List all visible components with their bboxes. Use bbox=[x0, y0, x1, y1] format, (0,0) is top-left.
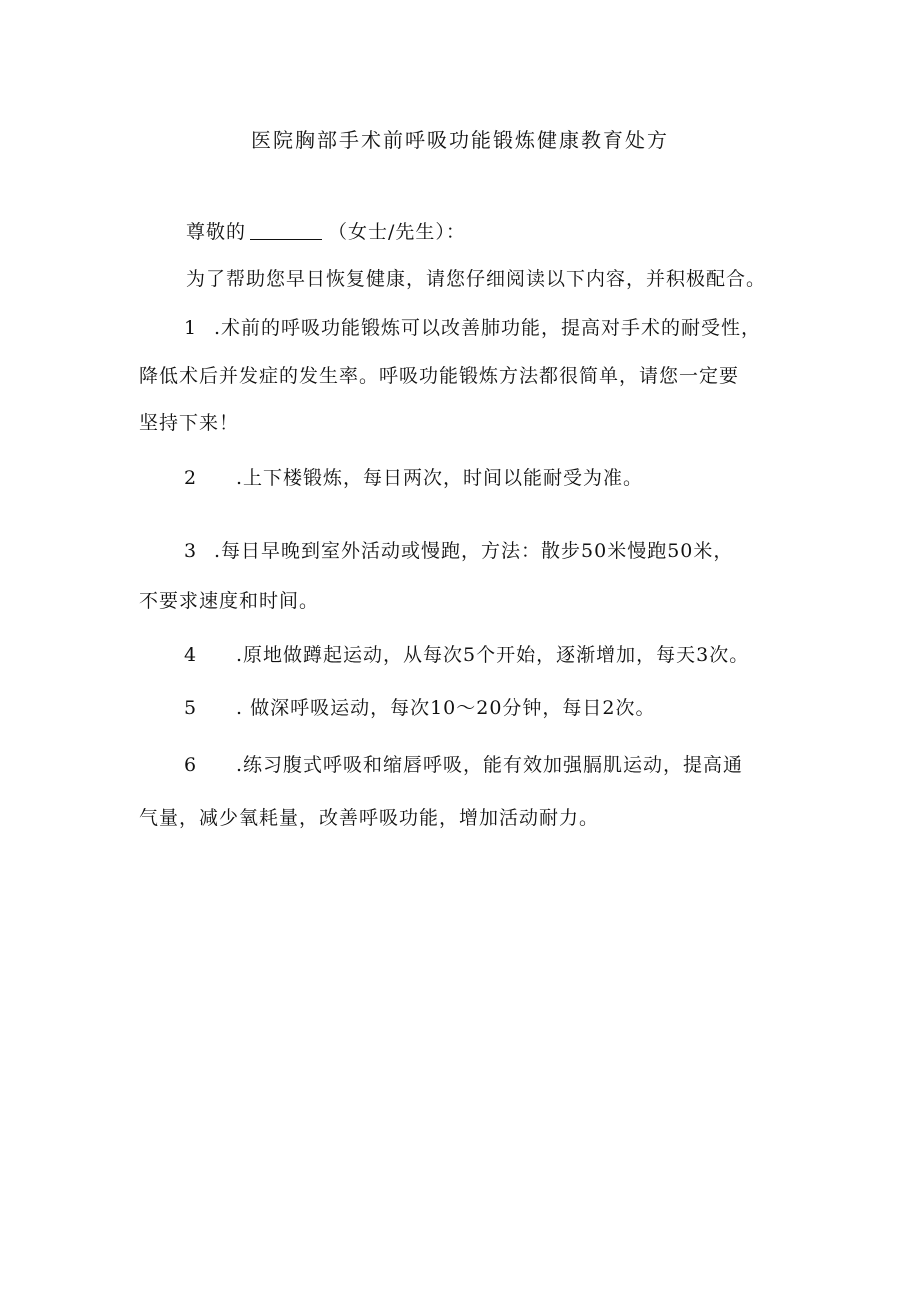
item-number: 6 bbox=[184, 754, 198, 776]
item-1-continuation: 降低术后并发症的发生率。呼吸功能锻炼方法都很简单，请您一定要 bbox=[139, 365, 740, 387]
item-text: .练习腹式呼吸和缩唇呼吸，能有效加强膈肌运动，提高通 bbox=[236, 754, 744, 776]
greeting-prefix: 尊敬的 bbox=[186, 221, 247, 243]
item-text: .术前的呼吸功能锻炼可以改善肺功能，提高对手术的耐受性， bbox=[214, 317, 762, 339]
list-item-2 bbox=[184, 463, 643, 493]
item-number: 3 bbox=[184, 540, 198, 562]
item-number: 5 bbox=[184, 697, 198, 719]
list-item-1 bbox=[184, 313, 761, 343]
intro-text: 为了帮助您早日恢复健康，请您仔细阅读以下内容，并积极配合。 bbox=[186, 268, 767, 290]
greeting bbox=[186, 217, 466, 247]
name-blank bbox=[250, 221, 322, 240]
item-text: .上下楼锻炼，每日两次，时间以能耐受为准。 bbox=[236, 467, 644, 489]
item-number: 4 bbox=[184, 644, 198, 666]
item-3-continuation: 不要求速度和时间。 bbox=[139, 590, 320, 612]
item-1-continuation: 坚持下来！ bbox=[139, 412, 240, 434]
greeting-suffix: （女士/先生）： bbox=[328, 221, 466, 243]
list-item-4 bbox=[184, 640, 749, 670]
item-number: 1 bbox=[184, 317, 198, 339]
item-text: .原地做蹲起运动，从每次5个开始，逐渐增加，每天3次。 bbox=[236, 644, 750, 666]
list-item-3 bbox=[184, 536, 733, 566]
document-title: 医院胸部手术前呼吸功能锻炼健康教育处方 bbox=[251, 128, 669, 152]
item-number: 2 bbox=[184, 467, 198, 489]
item-text: . 做深呼吸运动，每次10～20分钟，每日2次。 bbox=[236, 697, 656, 719]
item-text: .每日早晚到室外活动或慢跑，方法：散步50米慢跑50米， bbox=[214, 540, 734, 562]
item-6-continuation: 气量，减少氧耗量，改善呼吸功能，增加活动耐力。 bbox=[139, 807, 600, 829]
list-item-5 bbox=[184, 693, 656, 723]
list-item-6 bbox=[184, 750, 743, 780]
